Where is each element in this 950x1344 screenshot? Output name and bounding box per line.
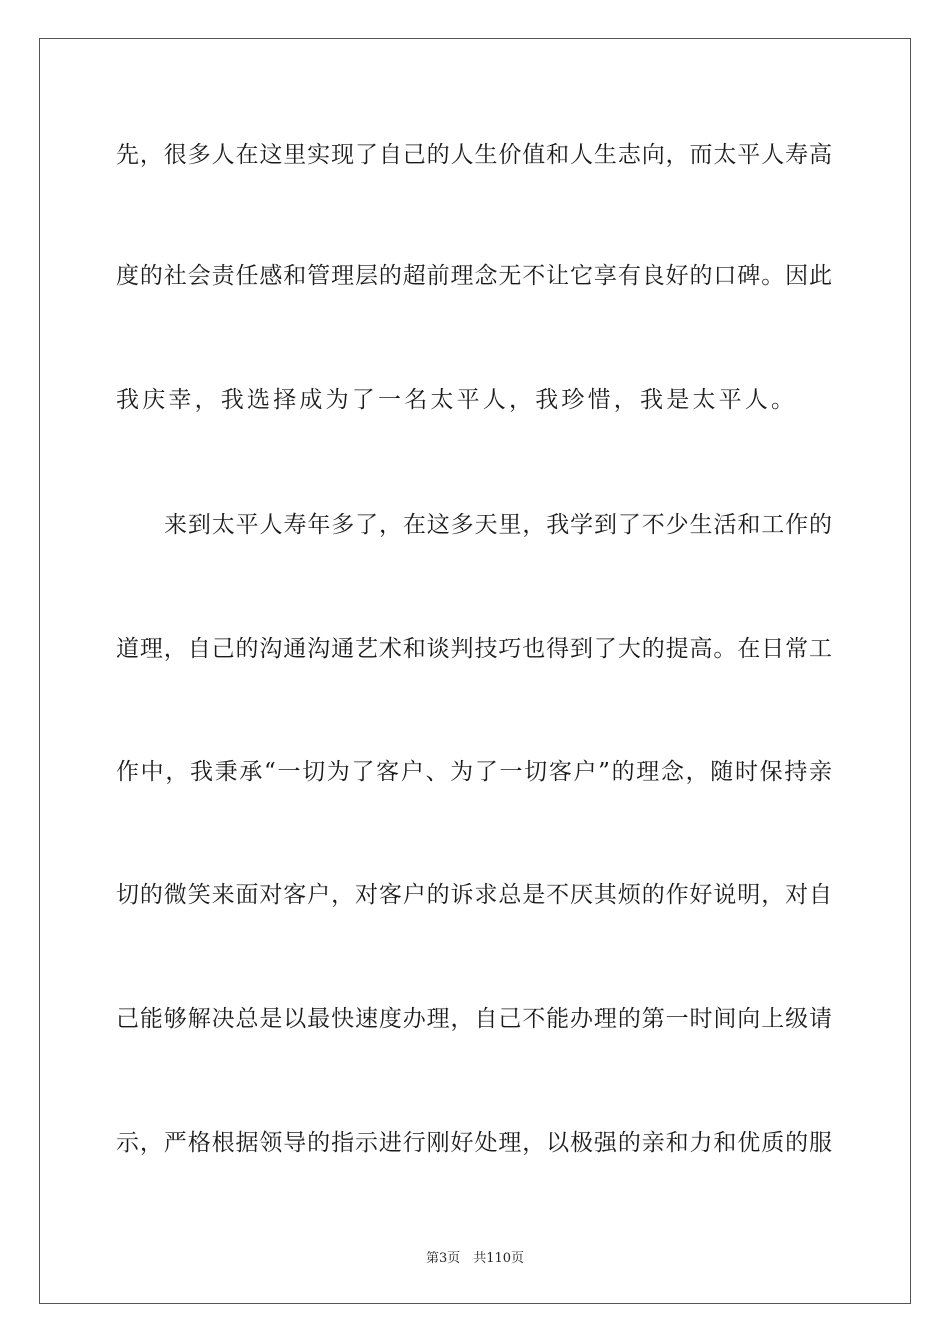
paragraph-1-line-3: 我庆幸，我选择成为了一名太平人，我珍惜，我是太平人。	[116, 387, 798, 413]
paragraph-1-line-2: 度的社会责任感和管理层的超前理念无不让它享有良好的口碑。因此	[116, 263, 832, 289]
paragraph-2-line-5: 己能够解决总是以最快速度办理，自己不能办理的第一时间向上级请	[116, 1006, 832, 1032]
paragraph-2-line-6: 示，严格根据领导的指示进行刚好处理，以极强的亲和力和优质的服	[116, 1130, 832, 1156]
paragraph-1-line-1: 先，很多人在这里实现了自己的人生价值和人生志向，而太平人寿高	[116, 142, 832, 168]
page-number-footer: 第3页 共110页	[425, 1251, 525, 1266]
paragraph-2-line-2: 道理，自己的沟通沟通艺术和谈判技巧也得到了大的提高。在日常工	[116, 636, 832, 662]
paragraph-2-line-1: 来到太平人寿年多了，在这多天里，我学到了不少生活和工作的	[164, 512, 832, 538]
page-frame	[39, 38, 911, 1304]
paragraph-2-line-3: 作中，我秉承“一切为了客户、为了一切客户”的理念，随时保持亲	[116, 759, 832, 785]
paragraph-2-line-4: 切的微笑来面对客户，对客户的诉求总是不厌其烦的作好说明，对自	[116, 882, 832, 908]
